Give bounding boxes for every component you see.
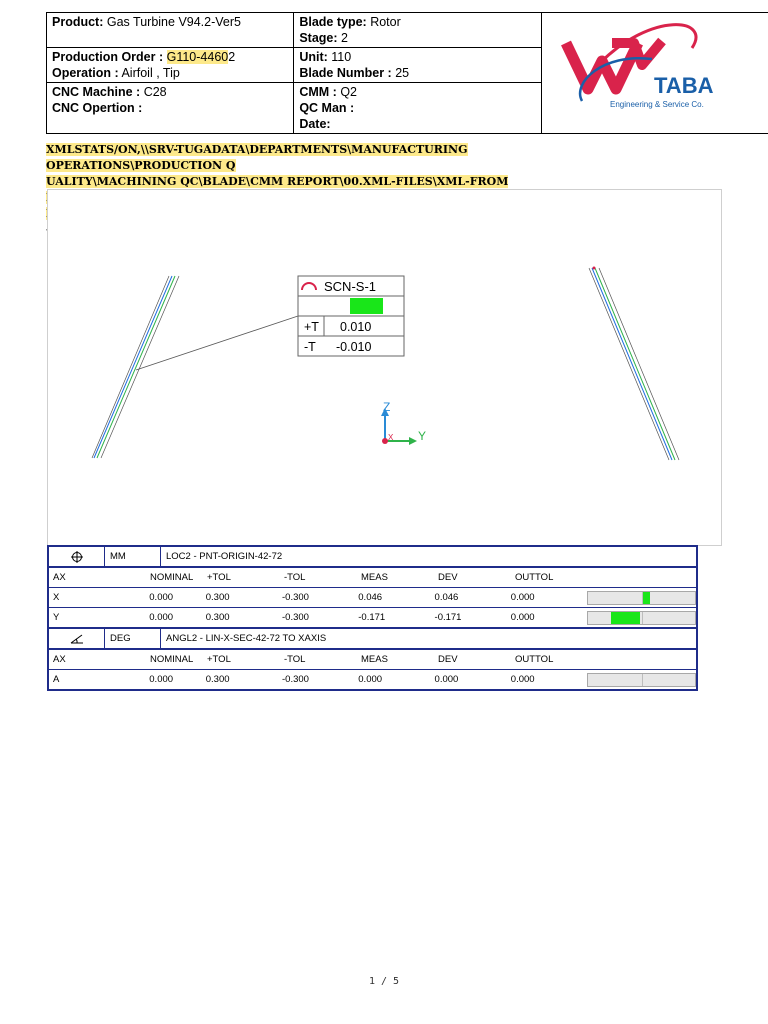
cell-ax: A xyxy=(53,674,60,685)
cell-mtol: -0.300 xyxy=(282,612,309,623)
path-line-2: UALITY\MACHINING QC\BLADE\CMM REPORT\00.XML-FILES\XML-FROM xyxy=(46,175,508,204)
deviation-gauge xyxy=(587,673,696,687)
product-label: Product: xyxy=(52,15,104,29)
cmm-label: CMM : xyxy=(299,85,337,99)
cell-outtol: 0.000 xyxy=(510,592,535,603)
right-blade-section xyxy=(589,267,679,461)
qc-man-label: QC Man : xyxy=(299,101,355,115)
cnc-machine-label: CNC Machine : xyxy=(52,85,141,99)
product-cell xyxy=(47,13,294,48)
cmm-cell xyxy=(294,83,541,134)
blade-number-label: Blade Number : xyxy=(299,66,392,80)
stage-value: 2 xyxy=(341,31,348,45)
cell-ax: Y xyxy=(53,612,60,623)
tol-plus-value: 0.010 xyxy=(340,320,372,334)
scan-callout xyxy=(298,276,404,356)
page-number: 1 / 5 xyxy=(368,976,400,987)
production-order-value: G110-4460 xyxy=(166,50,229,64)
column-header: OUTTOL xyxy=(515,654,554,665)
header-table xyxy=(46,12,768,131)
cell-meas: 0.046 xyxy=(358,592,383,603)
cell-ptol: 0.300 xyxy=(205,674,230,685)
cell-nominal: 0.000 xyxy=(149,592,174,603)
report-location-table xyxy=(47,545,698,629)
column-header: NOMINAL xyxy=(150,654,194,665)
logo-subtitle: Engineering & Service Co. xyxy=(609,100,704,109)
report-title-row xyxy=(49,629,696,648)
production-order-cell xyxy=(47,48,294,83)
report-body xyxy=(47,650,698,691)
axis-z-label: Z xyxy=(383,400,391,414)
deviation-gauge xyxy=(587,591,696,605)
axis-y-label: Y xyxy=(418,429,427,443)
cell-dev: 0.000 xyxy=(434,674,459,685)
tol-minus-label: -T xyxy=(304,340,316,354)
cell-mtol: -0.300 xyxy=(282,674,309,685)
product-value: Gas Turbine V94.2-Ver5 xyxy=(106,15,241,29)
deviation-gauge xyxy=(587,611,696,625)
cnc-machine-value: C28 xyxy=(143,85,167,99)
date-label: Date: xyxy=(299,117,331,131)
report-column-header-row xyxy=(49,650,696,670)
cell-ptol: 0.300 xyxy=(205,592,230,603)
production-order-value-tail: 2 xyxy=(228,50,236,64)
cell-outtol: 0.000 xyxy=(510,674,535,685)
report-column-header-row xyxy=(49,568,696,588)
column-header: DEV xyxy=(438,572,458,583)
report-unit: DEG xyxy=(105,629,161,648)
cmm-value: Q2 xyxy=(340,85,357,99)
report-unit: MM xyxy=(105,547,161,566)
report-angle-table xyxy=(47,627,698,691)
column-header: -TOL xyxy=(284,572,306,583)
unit-label: Unit: xyxy=(299,50,328,64)
column-header: DEV xyxy=(438,654,458,665)
blade-type-cell xyxy=(294,13,541,48)
unit-value: 110 xyxy=(331,50,352,64)
column-header: MEAS xyxy=(361,654,388,665)
blade-type-label: Blade type: xyxy=(299,15,367,29)
column-header: AX xyxy=(53,654,66,665)
operation-value: Airfoil , Tip xyxy=(121,66,180,80)
axis-triad xyxy=(381,400,426,445)
column-header: +TOL xyxy=(207,572,231,583)
cnc-cell xyxy=(47,83,294,134)
cad-view-panel[interactable] xyxy=(47,189,722,546)
report-data-row xyxy=(49,670,696,689)
deviation-fill xyxy=(611,612,640,624)
axis-x-label: X xyxy=(388,433,394,442)
column-header: -TOL xyxy=(284,654,306,665)
tol-plus-label: +T xyxy=(304,320,319,334)
column-header: MEAS xyxy=(361,572,388,583)
production-order-label: Production Order : xyxy=(52,50,164,64)
logo-cell xyxy=(541,13,768,134)
cell-nominal: 0.000 xyxy=(149,612,174,623)
column-header: AX xyxy=(53,572,66,583)
blade-number-value: 25 xyxy=(395,66,410,80)
cnc-operation-label: CNC Opertion : xyxy=(52,101,143,115)
cell-meas: 0.000 xyxy=(358,674,383,685)
report-data-row xyxy=(49,588,696,608)
left-blade-section xyxy=(92,276,179,458)
company-logo xyxy=(542,13,768,125)
unit-cell xyxy=(294,48,541,83)
cell-dev: 0.046 xyxy=(434,592,459,603)
logo-text: TABA xyxy=(653,73,714,98)
angle-icon xyxy=(49,629,105,648)
column-header: OUTTOL xyxy=(515,572,554,583)
position-icon xyxy=(49,547,105,566)
blade-type-value: Rotor xyxy=(370,15,401,29)
cell-meas: -0.171 xyxy=(358,612,386,623)
report-data-row xyxy=(49,608,696,627)
cell-outtol: 0.000 xyxy=(510,612,535,623)
callout-status-fill xyxy=(350,298,383,314)
callout-title: SCN-S-1 xyxy=(324,279,377,294)
cad-view xyxy=(48,190,721,545)
operation-label: Operation : xyxy=(52,66,119,80)
callout-leader xyxy=(136,316,298,370)
cell-nominal: 0.000 xyxy=(149,674,174,685)
cell-ptol: 0.300 xyxy=(205,612,230,623)
path-line-1: XMLSTATS/ON,\\SRV-TUGADATA\DEPARTMENTS\MANUFACTURING OPERATIONS\PRODUCTION Q xyxy=(46,143,468,172)
report-body xyxy=(47,568,698,629)
column-header: +TOL xyxy=(207,654,231,665)
report-title-row xyxy=(49,547,696,566)
deviation-fill xyxy=(643,592,650,604)
tol-minus-value: -0.010 xyxy=(336,340,372,354)
report-feature-name: LOC2 - PNT-ORIGIN-42-72 xyxy=(166,551,283,562)
cell-ax: X xyxy=(53,592,60,603)
stage-label: Stage: xyxy=(299,31,338,45)
report-feature-name: ANGL2 - LIN-X-SEC-42-72 TO XAXIS xyxy=(166,633,327,644)
cell-dev: -0.171 xyxy=(434,612,462,623)
cell-mtol: -0.300 xyxy=(282,592,309,603)
column-header: NOMINAL xyxy=(150,572,194,583)
